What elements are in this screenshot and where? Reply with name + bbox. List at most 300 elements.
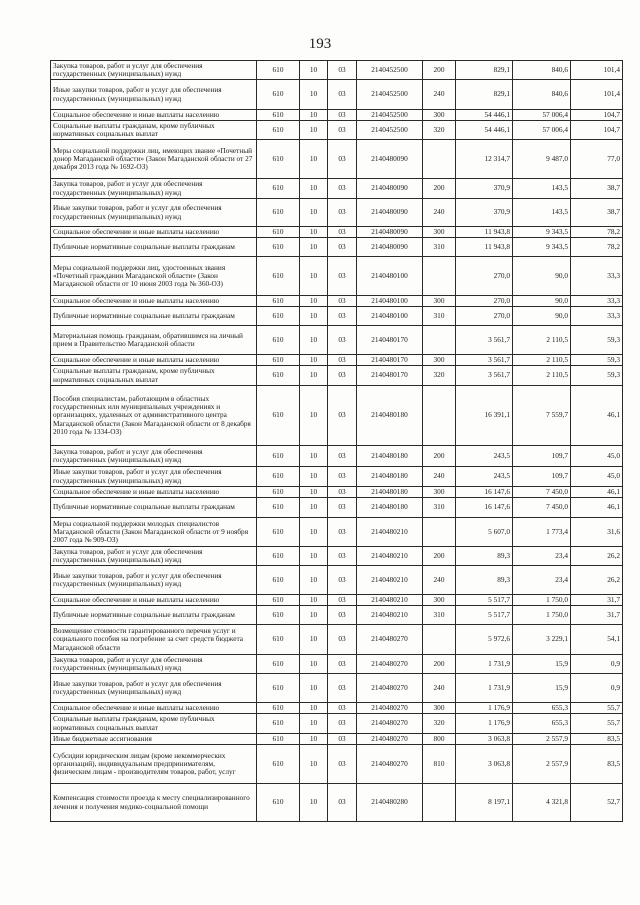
- section-code: 10: [300, 140, 328, 179]
- expense-type-code: 240: [423, 566, 456, 595]
- target-article-code: 2140480210: [357, 606, 423, 625]
- department-code: 610: [257, 734, 300, 745]
- execution-percent: 33,3: [571, 257, 623, 296]
- subsection-code: 03: [328, 674, 357, 703]
- executed-amount: 1 773,4: [513, 518, 571, 547]
- executed-amount: 2 110,5: [513, 355, 571, 366]
- department-code: 610: [257, 498, 300, 518]
- executed-amount: 9 343,5: [513, 227, 571, 238]
- section-code: 10: [300, 110, 328, 121]
- target-article-code: 2140480180: [357, 446, 423, 467]
- section-code: 10: [300, 121, 328, 140]
- table-row: [51, 467, 623, 487]
- line-item-name: Социальное обеспечение и иные выплаты населению: [51, 110, 257, 121]
- target-article-code: 2140480270: [357, 745, 423, 784]
- planned-amount: 3 561,7: [456, 326, 513, 355]
- subsection-code: 03: [328, 625, 357, 655]
- target-article-code: 2140480170: [357, 366, 423, 386]
- department-code: 610: [257, 467, 300, 487]
- department-code: 610: [257, 61, 300, 80]
- execution-percent: 0,9: [571, 655, 623, 674]
- section-code: 10: [300, 784, 328, 822]
- table-row: [51, 595, 623, 606]
- expense-type-code: 300: [423, 595, 456, 606]
- table-row: [51, 307, 623, 326]
- table-row: [51, 386, 623, 446]
- line-item-name: Материальная помощь гражданам, обратившимся на личный прием в Правительство Магаданской области: [51, 326, 257, 355]
- execution-percent: 55,7: [571, 703, 623, 714]
- executed-amount: 2 557,9: [513, 734, 571, 745]
- execution-percent: 26,2: [571, 547, 623, 566]
- table-row: [51, 227, 623, 238]
- executed-amount: 2 557,9: [513, 745, 571, 784]
- subsection-code: 03: [328, 296, 357, 307]
- execution-percent: 31,6: [571, 518, 623, 547]
- expense-type-code: 240: [423, 674, 456, 703]
- subsection-code: 03: [328, 566, 357, 595]
- planned-amount: 829,1: [456, 80, 513, 110]
- expense-type-code: 310: [423, 498, 456, 518]
- line-item-name: Пособия специалистам, работающим в областных государственных или муниципальных учреждениях и организациях, удаленных от административного центра Магаданской области (Закон Магаданской области от 8 декабря 2010 года № 1334-ОЗ): [51, 386, 257, 446]
- line-item-name: Закупка товаров, работ и услуг для обеспечения государственных (муниципальных) нужд: [51, 179, 257, 199]
- section-code: 10: [300, 355, 328, 366]
- department-code: 610: [257, 307, 300, 326]
- planned-amount: 8 197,1: [456, 784, 513, 822]
- table-row: [51, 296, 623, 307]
- target-article-code: 2140480180: [357, 386, 423, 446]
- expense-type-code: 810: [423, 745, 456, 784]
- target-article-code: 2140480210: [357, 566, 423, 595]
- line-item-name: Иные бюджетные ассигнования: [51, 734, 257, 745]
- budget-table: [50, 60, 623, 822]
- planned-amount: 3 561,7: [456, 366, 513, 386]
- line-item-name: Иные закупки товаров, работ и услуг для обеспечения государственных (муниципальных) нужд: [51, 566, 257, 595]
- execution-percent: 83,5: [571, 734, 623, 745]
- executed-amount: 3 229,1: [513, 625, 571, 655]
- line-item-name: Социальное обеспечение и иные выплаты населению: [51, 227, 257, 238]
- subsection-code: 03: [328, 734, 357, 745]
- section-code: 10: [300, 498, 328, 518]
- subsection-code: 03: [328, 595, 357, 606]
- execution-percent: 104,7: [571, 110, 623, 121]
- expense-type-code: [423, 140, 456, 179]
- table-row: [51, 257, 623, 296]
- department-code: 610: [257, 110, 300, 121]
- executed-amount: 7 450,0: [513, 498, 571, 518]
- section-code: 10: [300, 734, 328, 745]
- execution-percent: 45,0: [571, 467, 623, 487]
- table-row: [51, 366, 623, 386]
- department-code: 610: [257, 179, 300, 199]
- executed-amount: 655,3: [513, 703, 571, 714]
- execution-percent: 33,3: [571, 307, 623, 326]
- subsection-code: 03: [328, 227, 357, 238]
- planned-amount: 370,9: [456, 199, 513, 227]
- execution-percent: 31,7: [571, 595, 623, 606]
- expense-type-code: 320: [423, 366, 456, 386]
- execution-percent: 46,1: [571, 498, 623, 518]
- expense-type-code: 300: [423, 227, 456, 238]
- table-row: [51, 110, 623, 121]
- planned-amount: 243,5: [456, 446, 513, 467]
- executed-amount: 9 487,0: [513, 140, 571, 179]
- section-code: 10: [300, 703, 328, 714]
- subsection-code: 03: [328, 307, 357, 326]
- table-row: [51, 734, 623, 745]
- target-article-code: 2140480270: [357, 734, 423, 745]
- target-article-code: 2140452500: [357, 110, 423, 121]
- executed-amount: 15,9: [513, 674, 571, 703]
- executed-amount: 840,6: [513, 80, 571, 110]
- department-code: 610: [257, 518, 300, 547]
- planned-amount: 1 731,9: [456, 674, 513, 703]
- planned-amount: 370,9: [456, 179, 513, 199]
- target-article-code: 2140480270: [357, 625, 423, 655]
- execution-percent: 45,0: [571, 446, 623, 467]
- subsection-code: 03: [328, 386, 357, 446]
- planned-amount: 89,3: [456, 566, 513, 595]
- executed-amount: 4 321,8: [513, 784, 571, 822]
- expense-type-code: 300: [423, 110, 456, 121]
- target-article-code: 2140452500: [357, 80, 423, 110]
- line-item-name: Возмещение стоимости гарантированного перечня услуг и социального пособия на погребение за счет средств бюджета Магаданской области: [51, 625, 257, 655]
- table-row: [51, 703, 623, 714]
- execution-percent: 59,3: [571, 355, 623, 366]
- section-code: 10: [300, 238, 328, 257]
- execution-percent: 101,4: [571, 80, 623, 110]
- subsection-code: 03: [328, 61, 357, 80]
- department-code: 610: [257, 227, 300, 238]
- subsection-code: 03: [328, 487, 357, 498]
- table-row: [51, 745, 623, 784]
- planned-amount: 5 517,7: [456, 595, 513, 606]
- planned-amount: 829,1: [456, 61, 513, 80]
- execution-percent: 0,9: [571, 674, 623, 703]
- line-item-name: Социальное обеспечение и иные выплаты населению: [51, 296, 257, 307]
- table-row: [51, 179, 623, 199]
- department-code: 610: [257, 121, 300, 140]
- subsection-code: 03: [328, 655, 357, 674]
- expense-type-code: 240: [423, 80, 456, 110]
- subsection-code: 03: [328, 467, 357, 487]
- executed-amount: 57 006,4: [513, 121, 571, 140]
- execution-percent: 33,3: [571, 296, 623, 307]
- subsection-code: 03: [328, 518, 357, 547]
- planned-amount: 89,3: [456, 547, 513, 566]
- line-item-name: Иные закупки товаров, работ и услуг для обеспечения государственных (муниципальных) нужд: [51, 674, 257, 703]
- line-item-name: Иные закупки товаров, работ и услуг для обеспечения государственных (муниципальных) нужд: [51, 199, 257, 227]
- section-code: 10: [300, 745, 328, 784]
- line-item-name: Закупка товаров, работ и услуг для обеспечения государственных (муниципальных) нужд: [51, 61, 257, 80]
- section-code: 10: [300, 674, 328, 703]
- table-row: [51, 625, 623, 655]
- executed-amount: 57 006,4: [513, 110, 571, 121]
- target-article-code: 2140480090: [357, 199, 423, 227]
- executed-amount: 90,0: [513, 296, 571, 307]
- department-code: 610: [257, 547, 300, 566]
- line-item-name: Компенсация стоимости проезда к месту специализированного лечения и получения медико-социальной помощи: [51, 784, 257, 822]
- line-item-name: Закупка товаров, работ и услуг для обеспечения государственных (муниципальных) нужд: [51, 547, 257, 566]
- planned-amount: 16 147,6: [456, 498, 513, 518]
- target-article-code: 2140480210: [357, 518, 423, 547]
- section-code: 10: [300, 487, 328, 498]
- line-item-name: Публичные нормативные социальные выплаты гражданам: [51, 498, 257, 518]
- executed-amount: 15,9: [513, 655, 571, 674]
- subsection-code: 03: [328, 714, 357, 734]
- line-item-name: Публичные нормативные социальные выплаты гражданам: [51, 238, 257, 257]
- target-article-code: 2140452500: [357, 61, 423, 80]
- executed-amount: 655,3: [513, 714, 571, 734]
- planned-amount: 11 943,8: [456, 227, 513, 238]
- expense-type-code: 320: [423, 714, 456, 734]
- expense-type-code: [423, 386, 456, 446]
- expense-type-code: 240: [423, 199, 456, 227]
- expense-type-code: [423, 326, 456, 355]
- subsection-code: 03: [328, 199, 357, 227]
- expense-type-code: [423, 784, 456, 822]
- line-item-name: Меры социальной поддержки молодых специалистов Магаданской области (Закон Магаданской области от 9 ноября 2007 года № 909-ОЗ): [51, 518, 257, 547]
- department-code: 610: [257, 625, 300, 655]
- line-item-name: Социальное обеспечение и иные выплаты населению: [51, 595, 257, 606]
- section-code: 10: [300, 566, 328, 595]
- executed-amount: 2 110,5: [513, 326, 571, 355]
- section-code: 10: [300, 296, 328, 307]
- executed-amount: 7 559,7: [513, 386, 571, 446]
- section-code: 10: [300, 595, 328, 606]
- target-article-code: 2140480090: [357, 140, 423, 179]
- section-code: 10: [300, 80, 328, 110]
- executed-amount: 23,4: [513, 547, 571, 566]
- subsection-code: 03: [328, 703, 357, 714]
- target-article-code: 2140480180: [357, 467, 423, 487]
- target-article-code: 2140480170: [357, 326, 423, 355]
- target-article-code: 2140480270: [357, 703, 423, 714]
- executed-amount: 9 343,5: [513, 238, 571, 257]
- subsection-code: 03: [328, 366, 357, 386]
- subsection-code: 03: [328, 446, 357, 467]
- subsection-code: 03: [328, 140, 357, 179]
- section-code: 10: [300, 446, 328, 467]
- planned-amount: 3 561,7: [456, 355, 513, 366]
- table-row: [51, 199, 623, 227]
- section-code: 10: [300, 257, 328, 296]
- department-code: 610: [257, 446, 300, 467]
- planned-amount: 12 314,7: [456, 140, 513, 179]
- expense-type-code: 310: [423, 606, 456, 625]
- section-code: 10: [300, 467, 328, 487]
- planned-amount: 270,0: [456, 307, 513, 326]
- expense-type-code: 240: [423, 467, 456, 487]
- department-code: 610: [257, 487, 300, 498]
- execution-percent: 104,7: [571, 121, 623, 140]
- line-item-name: Субсидии юридическим лицам (кроме некоммерческих организаций), индивидуальным предпринимателям, физическим лицам - производителям товаров, работ, услуг: [51, 745, 257, 784]
- department-code: 610: [257, 714, 300, 734]
- line-item-name: Публичные нормативные социальные выплаты гражданам: [51, 307, 257, 326]
- table-row: [51, 714, 623, 734]
- line-item-name: Социальные выплаты гражданам, кроме публичных нормативных социальных выплат: [51, 366, 257, 386]
- target-article-code: 2140480100: [357, 296, 423, 307]
- target-article-code: 2140480090: [357, 179, 423, 199]
- line-item-name: Меры социальной поддержки лиц, удостоенных звания «Почетный гражданин Магаданской области» (Закон Магаданской области от 10 июня 2003 года № 360-ОЗ): [51, 257, 257, 296]
- subsection-code: 03: [328, 606, 357, 625]
- table-row: [51, 547, 623, 566]
- execution-percent: 77,0: [571, 140, 623, 179]
- line-item-name: Закупка товаров, работ и услуг для обеспечения государственных (муниципальных) нужд: [51, 655, 257, 674]
- execution-percent: 38,7: [571, 179, 623, 199]
- table-row: [51, 121, 623, 140]
- expense-type-code: 300: [423, 487, 456, 498]
- target-article-code: 2140480180: [357, 498, 423, 518]
- department-code: 610: [257, 296, 300, 307]
- planned-amount: 16 147,6: [456, 487, 513, 498]
- section-code: 10: [300, 547, 328, 566]
- line-item-name: Меры социальной поддержки лиц, имеющих звание «Почетный донор Магаданской области» (Закон Магаданской области от 27 декабря 2013 года № 1692-ОЗ): [51, 140, 257, 179]
- execution-percent: 46,1: [571, 386, 623, 446]
- section-code: 10: [300, 307, 328, 326]
- target-article-code: 2140480280: [357, 784, 423, 822]
- execution-percent: 26,2: [571, 566, 623, 595]
- target-article-code: 2140480170: [357, 355, 423, 366]
- subsection-code: 03: [328, 498, 357, 518]
- target-article-code: 2140480180: [357, 487, 423, 498]
- planned-amount: 5 607,0: [456, 518, 513, 547]
- expense-type-code: [423, 518, 456, 547]
- execution-percent: 38,7: [571, 199, 623, 227]
- executed-amount: 143,5: [513, 179, 571, 199]
- table-row: [51, 355, 623, 366]
- section-code: 10: [300, 655, 328, 674]
- target-article-code: 2140480210: [357, 595, 423, 606]
- planned-amount: 270,0: [456, 257, 513, 296]
- target-article-code: 2140480090: [357, 238, 423, 257]
- expense-type-code: 200: [423, 547, 456, 566]
- department-code: 610: [257, 238, 300, 257]
- department-code: 610: [257, 595, 300, 606]
- expense-type-code: [423, 257, 456, 296]
- expense-type-code: 320: [423, 121, 456, 140]
- department-code: 610: [257, 784, 300, 822]
- planned-amount: 16 391,1: [456, 386, 513, 446]
- planned-amount: 11 943,8: [456, 238, 513, 257]
- section-code: 10: [300, 518, 328, 547]
- department-code: 610: [257, 703, 300, 714]
- executed-amount: 109,7: [513, 446, 571, 467]
- table-row: [51, 61, 623, 80]
- section-code: 10: [300, 227, 328, 238]
- department-code: 610: [257, 655, 300, 674]
- section-code: 10: [300, 386, 328, 446]
- table-row: [51, 498, 623, 518]
- executed-amount: 1 750,0: [513, 606, 571, 625]
- subsection-code: 03: [328, 745, 357, 784]
- department-code: 610: [257, 80, 300, 110]
- line-item-name: Социальное обеспечение и иные выплаты населению: [51, 487, 257, 498]
- planned-amount: 5 972,6: [456, 625, 513, 655]
- table-row: [51, 784, 623, 822]
- table-row: [51, 238, 623, 257]
- subsection-code: 03: [328, 179, 357, 199]
- target-article-code: 2140480210: [357, 547, 423, 566]
- line-item-name: Иные закупки товаров, работ и услуг для обеспечения государственных (муниципальных) нужд: [51, 467, 257, 487]
- line-item-name: Социальное обеспечение и иные выплаты населению: [51, 355, 257, 366]
- executed-amount: 1 750,0: [513, 595, 571, 606]
- execution-percent: 31,7: [571, 606, 623, 625]
- section-code: 10: [300, 606, 328, 625]
- target-article-code: 2140480270: [357, 714, 423, 734]
- table-row: [51, 487, 623, 498]
- section-code: 10: [300, 625, 328, 655]
- executed-amount: 90,0: [513, 257, 571, 296]
- executed-amount: 90,0: [513, 307, 571, 326]
- planned-amount: 1 176,9: [456, 703, 513, 714]
- subsection-code: 03: [328, 547, 357, 566]
- executed-amount: 109,7: [513, 467, 571, 487]
- department-code: 610: [257, 366, 300, 386]
- department-code: 610: [257, 674, 300, 703]
- subsection-code: 03: [328, 257, 357, 296]
- planned-amount: 1 176,9: [456, 714, 513, 734]
- line-item-name: Публичные нормативные социальные выплаты гражданам: [51, 606, 257, 625]
- department-code: 610: [257, 386, 300, 446]
- line-item-name: Социальные выплаты гражданам, кроме публичных нормативных социальных выплат: [51, 714, 257, 734]
- table-row: [51, 566, 623, 595]
- table-row: [51, 446, 623, 467]
- execution-percent: 59,3: [571, 366, 623, 386]
- subsection-code: 03: [328, 784, 357, 822]
- section-code: 10: [300, 199, 328, 227]
- expense-type-code: 310: [423, 238, 456, 257]
- table-row: [51, 674, 623, 703]
- execution-percent: 46,1: [571, 487, 623, 498]
- table-row: [51, 518, 623, 547]
- subsection-code: 03: [328, 326, 357, 355]
- table-row: [51, 80, 623, 110]
- section-code: 10: [300, 326, 328, 355]
- execution-percent: 54,1: [571, 625, 623, 655]
- table-row: [51, 140, 623, 179]
- target-article-code: 2140480090: [357, 227, 423, 238]
- expense-type-code: [423, 625, 456, 655]
- table-row: [51, 655, 623, 674]
- target-article-code: 2140480100: [357, 257, 423, 296]
- planned-amount: 3 063,8: [456, 734, 513, 745]
- department-code: 610: [257, 199, 300, 227]
- table-row: [51, 326, 623, 355]
- expense-type-code: 300: [423, 703, 456, 714]
- execution-percent: 55,7: [571, 714, 623, 734]
- department-code: 610: [257, 566, 300, 595]
- section-code: 10: [300, 714, 328, 734]
- table-row: [51, 606, 623, 625]
- department-code: 610: [257, 140, 300, 179]
- execution-percent: 78,2: [571, 227, 623, 238]
- expense-type-code: 300: [423, 355, 456, 366]
- planned-amount: 243,5: [456, 467, 513, 487]
- target-article-code: 2140480100: [357, 307, 423, 326]
- section-code: 10: [300, 179, 328, 199]
- executed-amount: 7 450,0: [513, 487, 571, 498]
- executed-amount: 840,6: [513, 61, 571, 80]
- department-code: 610: [257, 745, 300, 784]
- department-code: 610: [257, 257, 300, 296]
- expense-type-code: 200: [423, 179, 456, 199]
- planned-amount: 1 731,9: [456, 655, 513, 674]
- expense-type-code: 200: [423, 655, 456, 674]
- expense-type-code: 310: [423, 307, 456, 326]
- line-item-name: Закупка товаров, работ и услуг для обеспечения государственных (муниципальных) нужд: [51, 446, 257, 467]
- expense-type-code: 300: [423, 296, 456, 307]
- subsection-code: 03: [328, 80, 357, 110]
